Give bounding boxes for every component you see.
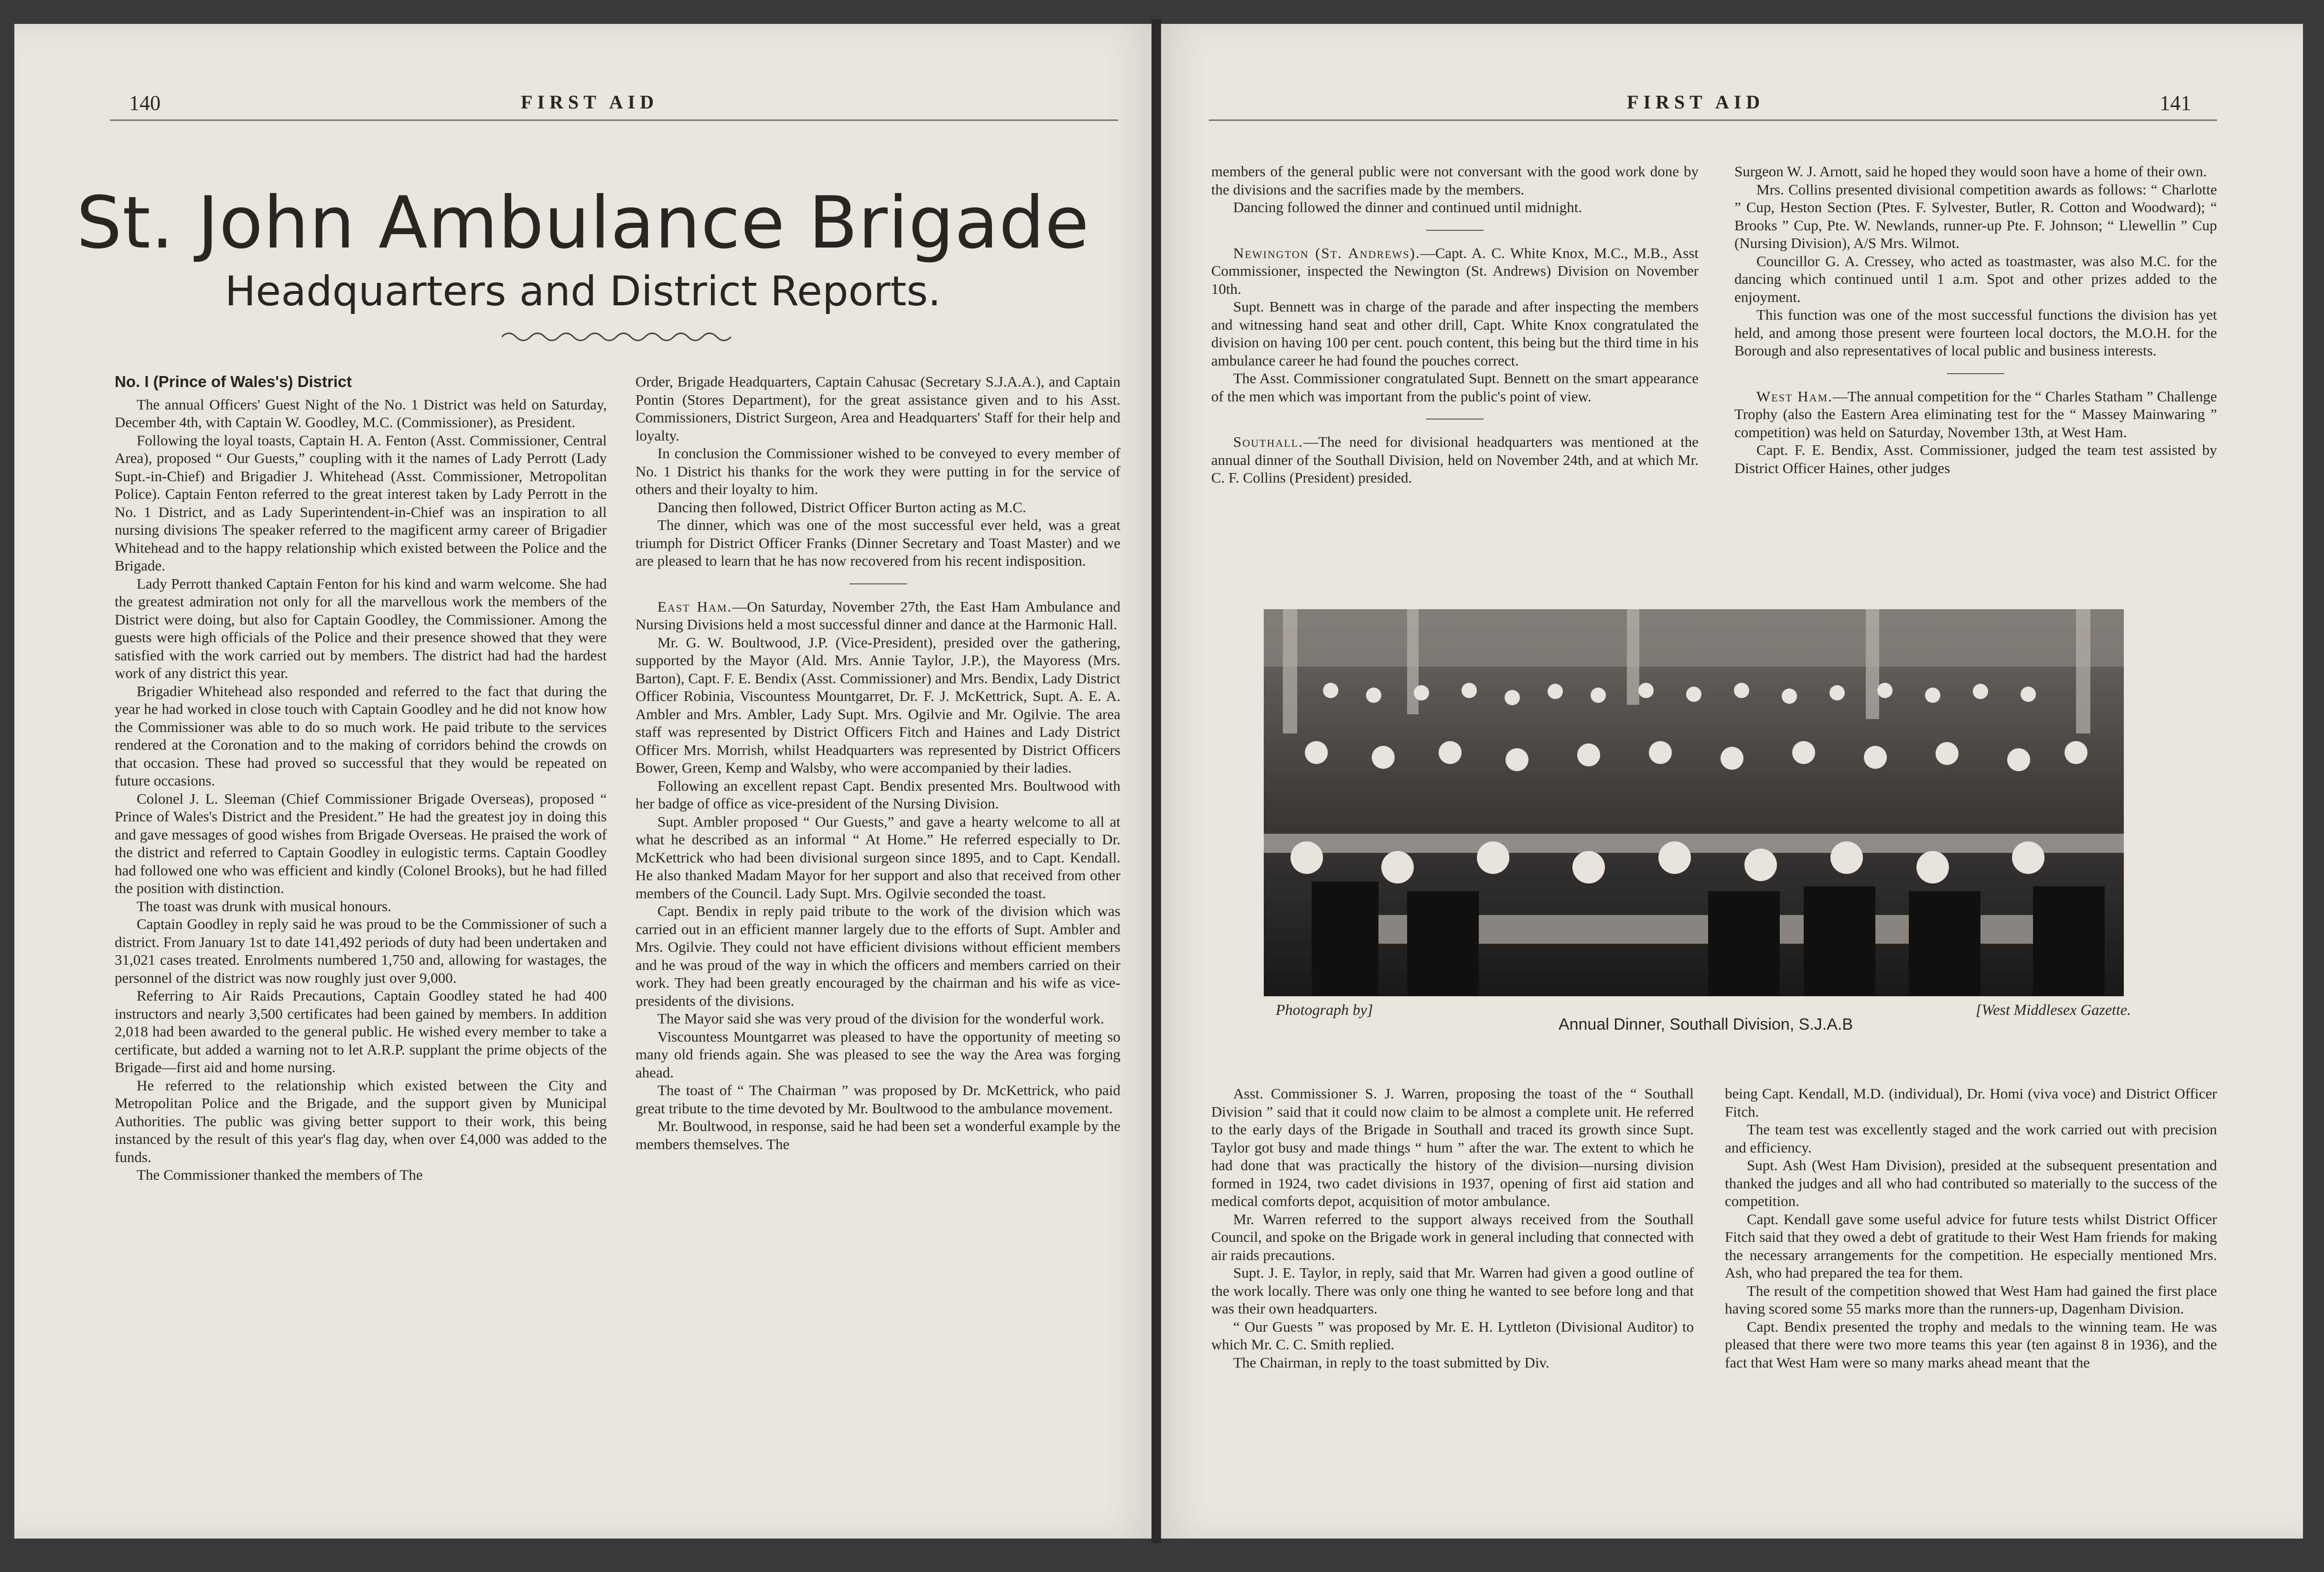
left-column-1: [115, 373, 607, 1184]
west-ham-label: West Ham.: [1756, 388, 1833, 405]
paragraph: The toast was drunk with musical honours.: [137, 897, 391, 915]
paragraph: Capt. Bendix presented the trophy and medals to the winning team. He was pleased that there were two more teams this year (ten against 8 in 1936), and the fact that West Ham were so many marks ahead meant that the: [1725, 1318, 2217, 1371]
paragraph: The annual Officers' Guest Night of the No. 1 District was held on Saturday, December 4th, with Captain W. Goodley, M.C. (Commissioner), as President.: [115, 396, 607, 431]
paragraph: Order, Brigade Headquarters, Captain Cahusac (Secretary S.J.A.A.), and Captain Pontin (Stores Department), for the great assistance given and to his Asst. Commissioners, District Surgeon, Area and Headquarters' Staff for their help and loyalty.: [635, 373, 1120, 444]
paragraph: The toast of “ The Chairman ” was proposed by Dr. McKettrick, who paid great tribute to the time devoted by Mr. Boultwood to the ambulance movement.: [635, 1082, 1120, 1117]
west-ham-paragraph: [1734, 388, 2217, 441]
paragraph: Capt. Bendix in reply paid tribute to the work of the division which was carried out in an efficient manner largely due to the efforts of Supt. Ambler and Mrs. Ogilvie. They could not have efficient divisions without efficient members and he was proud of the way in which the officers and members carried on their work. They had been greatly encouraged by the chairman and his wife as vice-presidents of the divisions.: [635, 903, 1120, 1009]
running-head-right: FIRST AID: [1627, 91, 1765, 113]
southall-lead: —The need for divisional headquarters was mentioned at the annual dinner of the Southall Division, held on November 24th, and at which Mr. C. F. Collins (President) presided.: [1211, 433, 1699, 486]
west-ham-lead: —The annual competition for the “ Charles Statham ” Challenge Trophy (also the Eastern Area eliminating test for the “ Massey Mainwaring ” competition) was held on Saturday, November 13th, at West Ham.: [1734, 388, 2217, 441]
paragraph: In conclusion the Commissioner wished to be conveyed to every member of No. 1 District his thanks for the work they were putting in for the service of others and their loyalty to him.: [635, 445, 1120, 497]
page-number-right: 141: [2160, 91, 2191, 115]
paragraph: Dancing then followed, District Officer Burton acting as M.C.: [657, 498, 1026, 516]
paragraph: The Mayor said she was very proud of the division for the wonderful work.: [657, 1010, 1104, 1027]
paragraph: The Chairman, in reply to the toast submitted by Div.: [1233, 1354, 1549, 1371]
paragraph: Capt. F. E. Bendix, Asst. Commissioner, judged the team test assisted by District Officer Haines, other judges: [1734, 441, 2217, 476]
section-heading: No. I (Prince of Wales's) District: [115, 373, 352, 390]
paragraph: members of the general public were not conversant with the good work done by the divisions and the sacrifies made by the members.: [1211, 163, 1699, 198]
paragraph: Mrs. Collins presented divisional competition awards as follows: “ Charlotte ” Cup, Heston Section (Ptes. F. Sylvester, Butler, R. Cotton and Woodward); “ Brooks ” Cup, Pte. W. Newlands, runner-up Pte. F. Johnson; “ Llewellin ” Cup (Nursing Division), A/S Mrs. Wilmot.: [1734, 181, 2217, 251]
wavy-ornament: [502, 330, 731, 344]
right-column-1: [1211, 162, 1699, 487]
page-number-left: 140: [129, 91, 161, 115]
paragraph: Following an excellent repast Capt. Bendix presented Mrs. Boultwood with her badge of office as vice-president of the Nursing Division.: [635, 777, 1120, 812]
photo-credit-right: [West Middlesex Gazette.: [1976, 1001, 2131, 1018]
paragraph: being Capt. Kendall, M.D. (individual), Dr. Homi (viva voce) and District Officer Fitch.: [1725, 1085, 2217, 1120]
right-column-3: [1211, 1085, 1694, 1371]
newington-lead: —Capt. A. C. White Knox, M.C., M.B., Asst Commissioner, inspected the Newington (St. Andrews) Division on November 10th.: [1211, 244, 1699, 297]
paragraph: Following the loyal toasts, Captain H. A. Fenton (Asst. Commissioner, Central Area), proposed “ Our Guests,” coupling with it the names of Lady Perrott (Lady Supt.-in-Chief) and Brigadier J. Whitehead (Asst. Commissioner, Metropolitan Police). Captain Fenton referred to the great interest taken by Lady Perrott in the No. 1 District, and as Lady Superintendent-in-Chief was an inspiration to all nursing divisions The speaker referred to the magificent army career of Brigadier Whitehead and to the happy relationship which existed between the Police and the Brigade.: [115, 431, 607, 574]
paragraph: Councillor G. A. Cressey, who acted as toastmaster, was also M.C. for the dancing which continued until 1 a.m. Spot and other prizes added to the enjoyment.: [1734, 252, 2217, 305]
newington-paragraph: [1211, 244, 1699, 298]
section-separator: [850, 583, 907, 584]
left-column-2: [635, 373, 1120, 1153]
paragraph: The result of the competition showed that West Ham had gained the first place having scored some 55 marks more than the runners-up, Dagenham Division.: [1725, 1282, 2217, 1317]
paragraph: Asst. Commissioner S. J. Warren, proposing the toast of the “ Southall Division ” said that it could now claim to be almost a complete unit. He referred to the early days of the Brigade in Southall and traced its growth since Supt. Taylor got busy and made things “ hum ” after the war. The extent to which he had done that was practically the history of the division—nursing division formed in 1924, two cadet divisions in 1937, opening of first aid station and medical comforts depot, acquisition of motor ambulance.: [1211, 1085, 1694, 1209]
paragraph: Colonel J. L. Sleeman (Chief Commissioner Brigade Overseas), proposed “ Prince of Wales's District and the President.” He had the greatest joy in doing this and gave messages of good wishes from Brigade Overseas. He praised the work of the district and referred to Captain Goodley in eulogistic terms. Captain Goodley had followed one who was efficient and kindly (Colonel Brooks), but he had filled the position with distinction.: [115, 790, 607, 896]
left-page: [14, 24, 1151, 1539]
paragraph: Supt. Ash (West Ham Division), presided at the subsequent presentation and thanked the judges and all who had contributed so materially to the success of the competition.: [1725, 1157, 2217, 1209]
right-column-2: [1734, 162, 2217, 477]
article-title: St. John Ambulance Brigade: [76, 182, 1090, 265]
paragraph: Surgeon W. J. Arnott, said he hoped they would soon have a home of their own.: [1734, 163, 2207, 180]
section-separator: [1947, 373, 2004, 374]
article-subtitle: Headquarters and District Reports.: [225, 268, 941, 315]
paragraph: Captain Goodley in reply said he was proud to be the Commissioner of such a district. From January 1st to date 141,492 periods of duty had been undertaken and 31,021 cases treated. Enrolments numbered 1,750 and, allowing for wastages, the personnel of the district was now roughly just over 9,000.: [115, 915, 607, 986]
east-ham-lead: —On Saturday, November 27th, the East Ham Ambulance and Nursing Divisions held a most successful dinner and dance at the Harmonic Hall.: [635, 598, 1121, 633]
header-rule: [110, 119, 1118, 121]
photo-caption: Annual Dinner, Southall Division, S.J.A.B: [1558, 1015, 1853, 1034]
paragraph: Referring to Air Raids Precautions, Captain Goodley stated he had 400 instructors and nearly 3,500 certificates had been gained by members. In addition 2,018 had been awarded to the general public. He wished every member to take a certificate, but added a warning not to let A.R.P. supplant the prime objects of the Brigade—first aid and home nursing.: [115, 987, 607, 1076]
paragraph: Lady Perrott thanked Captain Fenton for his kind and warm welcome. She had the greatest admiration not only for all the marvellous work the members of the District were doing, but also for Captain Goodley, the Commissioner. Among the guests were high officials of the Police and their presence showed that they were satisfied with the work carried out by members. The district had had the hardest work of any district this year.: [115, 575, 607, 681]
paragraph: Mr. Boultwood, in response, said he had been set a wonderful example by the members themselves. The: [635, 1118, 1120, 1152]
photo-credit-left: Photograph by]: [1276, 1001, 1373, 1018]
section-separator: [1426, 419, 1484, 420]
east-ham-paragraph: [635, 598, 1120, 634]
header-rule: [1209, 119, 2217, 121]
book-gutter: [1151, 19, 1161, 1543]
paragraph: Mr. Warren referred to the support always received from the Southall Council, and spoke on the Brigade work in general including that connected with air raids precautions.: [1211, 1210, 1694, 1263]
right-column-4: [1725, 1085, 2217, 1371]
southall-label: Southall.: [1233, 433, 1303, 450]
paragraph: The Commissioner thanked the members of The: [137, 1166, 423, 1183]
paragraph: The dinner, which was one of the most successful ever held, was a great triumph for District Officer Franks (Dinner Secretary and Toast Master) and we are pleased to learn that he has now recovered from his recent indisposition.: [635, 517, 1120, 569]
paragraph: Viscountess Mountgarret was pleased to have the opportunity of meeting so many old friends again. She was pleased to see the way the Area was forging ahead.: [635, 1028, 1120, 1081]
southall-paragraph: [1211, 433, 1699, 487]
paragraph: Supt. J. E. Taylor, in reply, said that Mr. Warren had given a good outline of the work locally. There was only one thing he wanted to see before long and that was their own headquarters.: [1211, 1264, 1694, 1317]
paragraph: Supt. Bennett was in charge of the parade and after inspecting the members and witnessing hand seat and other drill, Capt. White Knox congratulated the division on having 100 per cent. pouch content, this being but the third time in his ambulance career he had found the pouches correct.: [1211, 298, 1699, 369]
newington-label: Newington (St. Andrews).: [1233, 244, 1420, 261]
running-head-left: FIRST AID: [521, 91, 659, 113]
paragraph: The team test was excellently staged and the work carried out with precision and efficiency.: [1725, 1121, 2217, 1156]
dinner-photograph: [1264, 609, 2124, 996]
paragraph: This function was one of the most successful functions the division has yet held, and among those present were fourteen local doctors, the M.O.H. for the Borough and also representatives of local public and business interests.: [1734, 306, 2217, 359]
paragraph: Brigadier Whitehead also responded and referred to the fact that during the year he had worked in close touch with Captain Goodley and he did not know how the Commissioner was able to do so much work. He paid tribute to the services rendered at the Coronation and to the making of corridors behind the crowds on that occasion. These had proved so successful that they would be repeated on future occasions.: [115, 682, 607, 789]
east-ham-label: East Ham.: [657, 598, 732, 615]
photo-illustration: [1264, 609, 2124, 996]
paragraph: Supt. Ambler proposed “ Our Guests,” and gave a hearty welcome to all at what he described as an informal “ At Home.” He referred especially to Dr. McKettrick who had been divisional surgeon since 1895, and to Capt. Kendall. He also thanked Madam Mayor for her support and also that received from other members of the Council. Lady Supt. Mrs. Ogilvie seconded the toast.: [635, 813, 1120, 902]
paragraph: The Asst. Commissioner congratulated Supt. Bennett on the smart appearance of the men which was important from the public's point of view.: [1211, 370, 1699, 405]
paragraph: “ Our Guests ” was proposed by Mr. E. H. Lyttleton (Divisional Auditor) to which Mr. C. C. Smith replied.: [1211, 1318, 1694, 1353]
paragraph: Mr. G. W. Boultwood, J.P. (Vice-President), presided over the gathering, supported by the Mayor (Ald. Mrs. Annie Taylor, J.P.), the Mayoress (Mrs. Barton), Capt. F. E. Bendix (Asst. Commissioner) and Mrs. Bendix, Lady District Officer Robinia, Viscountess Mountgarret, Dr. F. J. McKettrick, Supt. A. E. A. Ambler and Mrs. Ambler, Lady Supt. Mrs. Ogilvie and Mr. Ogilvie. The area staff was represented by District Officers Fitch and Haines and Lady District Officer Mrs. Morrish, whilst Headquarters was represented by District Officers Bower, Green, Kemp and Walsby, who were accompanied by their ladies.: [635, 634, 1120, 776]
section-separator: [1426, 230, 1484, 231]
paragraph: Dancing followed the dinner and continued until midnight.: [1233, 199, 1582, 215]
paragraph: He referred to the relationship which existed between the City and Metropolitan Police and the Brigade, and the support given by Municipal Authorities. The public was giving better support to their work, this being instanced by the result of this year's flag day, when over £4,000 was added to the funds.: [115, 1077, 607, 1165]
paragraph: Capt. Kendall gave some useful advice for future tests whilst District Officer Fitch said that they owed a debt of gratitude to their West Ham friends for making the necessary arrangements for the competition. He especially mentioned Mrs. Ash, who had prepared the tea for them.: [1725, 1210, 2217, 1281]
